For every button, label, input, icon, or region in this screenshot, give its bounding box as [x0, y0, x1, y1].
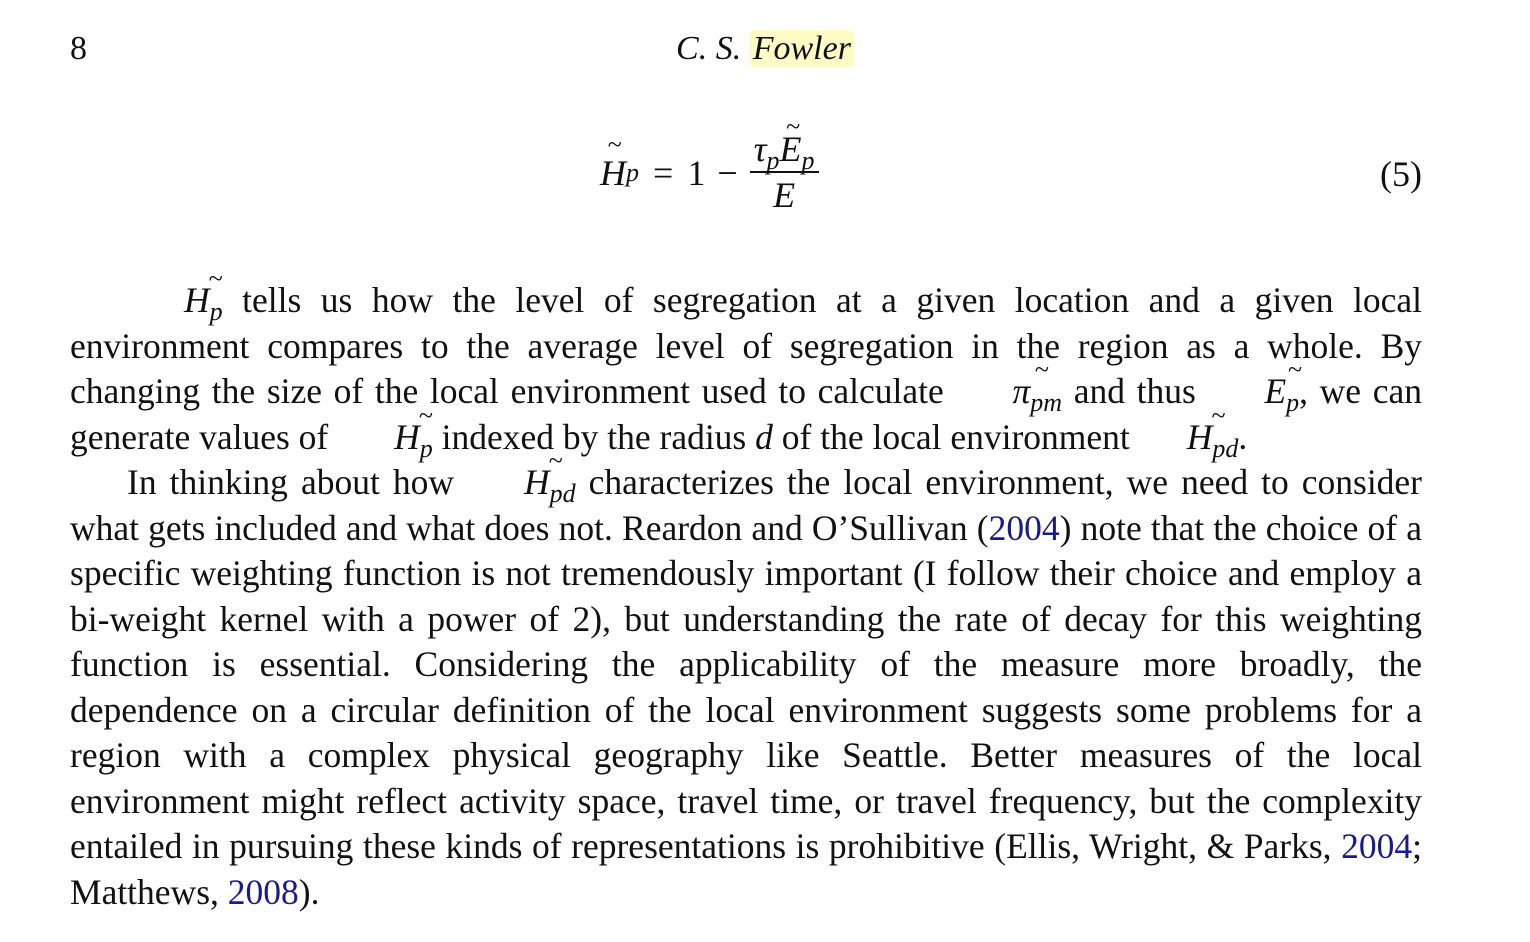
eq-denominator: E [773, 175, 796, 215]
equation-body: ~ H p = 1 − $\frac{\tau_p\sim E_p}{E}$ [600, 118, 819, 228]
paragraph-1: ~ $H_p$ tells us how the level of segregation at a given location and a given local environment compares to the average level of segregation in the region as a whole. By changing the size of the local environment used to calculate ~ $\pi_{pm}$ and thus ~ $E_p$, we can generate values of ~ $H_p$ indexed by the radius d of the local environment ~ $H_{pd}$. [70, 278, 1422, 460]
eq-minus: − [717, 153, 738, 193]
author-initials: C. S. [676, 30, 742, 67]
author-surname-highlighted[interactable]: Fowler [750, 30, 854, 67]
page-number: 8 [70, 30, 87, 67]
eq-numerator: $\tau_p\sim$ $E_p$ [750, 129, 819, 173]
paragraph-2: In thinking about how ~ $H_{pd}$ characterizes the local environment, we need to consider what gets included and what does not. Reardon and O’Sullivan (2004) note that the choice of a specific weighting function is not tremendously important (I follow their choice and employ a bi-weight kernel with a power of 2), but understanding the rate of decay for this weighting function is essential. Considering the applicability of the measure more broadly, the dependence on a circular definition of the local environment suggests some problems for a region with a complex physical geography like Seattle. Better measures of the local environment might reflect activity space, travel time, or travel frequency, but the complexity entailed in pursuing these kinds of representations is prohibitive (Ellis, Wright, & Parks, 2004; Matthews, 2008). [70, 460, 1422, 915]
body-text [70, 278, 1422, 915]
eq-lhs: ~ H [600, 152, 626, 194]
eq-equals: = [653, 153, 674, 193]
equation-5 [0, 118, 1530, 228]
running-head [0, 26, 1530, 72]
citation-link-matthews-2008[interactable]: 2008 [227, 871, 299, 912]
eq-fraction [750, 129, 819, 217]
eq-one: 1 [687, 153, 706, 193]
citation-link-ellis-2004[interactable]: 2004 [1341, 826, 1413, 866]
citation-link-reardon-2004[interactable]: 2004 [988, 507, 1060, 548]
equation-number: (5) [1380, 154, 1422, 194]
